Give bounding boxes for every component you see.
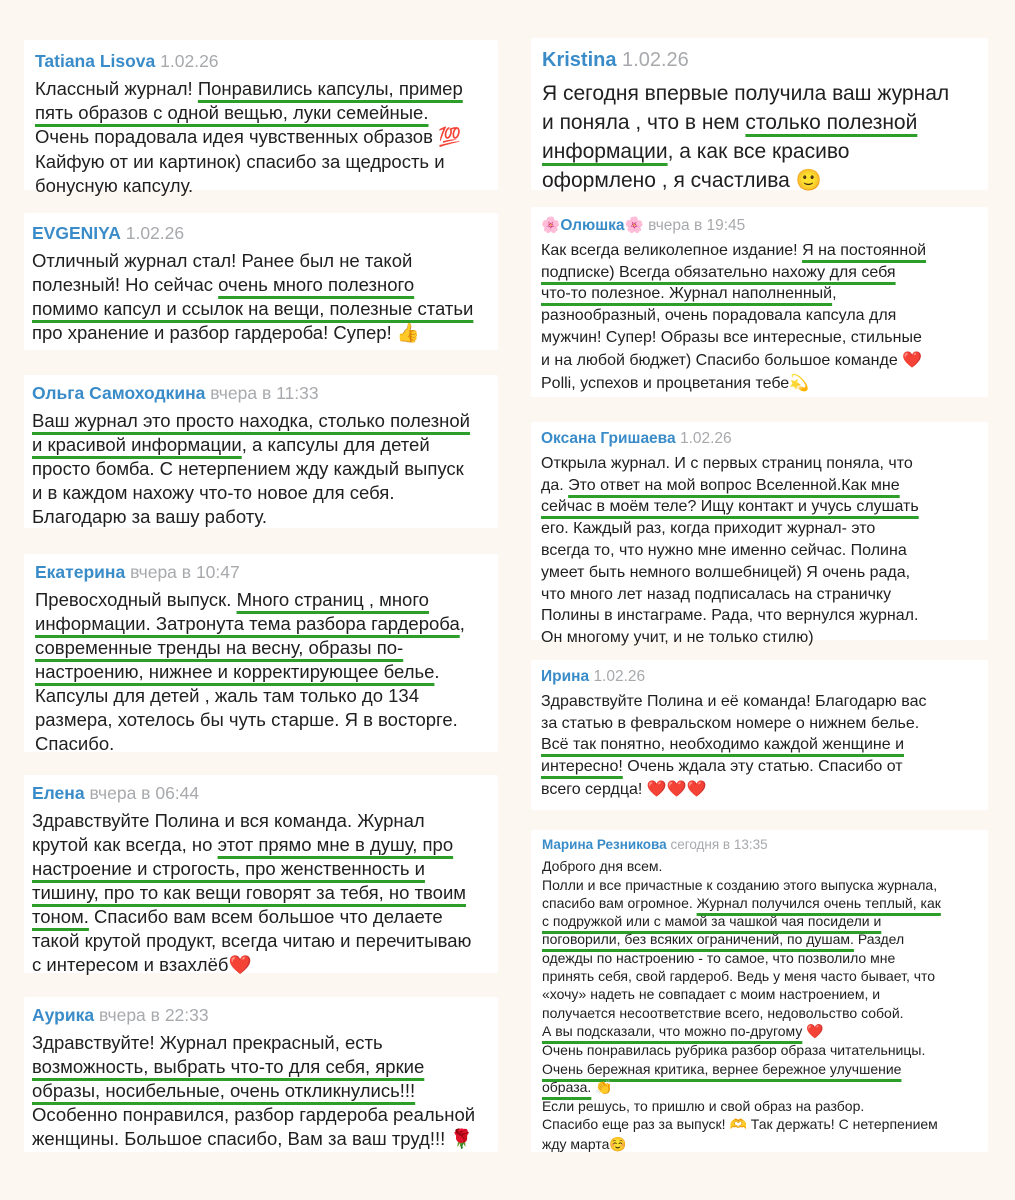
text-line: его. Каждый раз, когда приходит журнал- это <box>541 520 876 538</box>
review-header <box>541 428 978 450</box>
review-date: 1.02.26 <box>125 223 185 243</box>
review-date: вчера в 22:33 <box>98 1005 209 1025</box>
text-line: Капсулы для детей , жаль там только до 134 <box>35 685 419 706</box>
highlight: и красивой информации <box>32 434 242 455</box>
highlight: Очень бережная критика, вернее бережное улучшение <box>542 1060 902 1077</box>
text-line: Открыла журнал. И с первых страниц поняла, что <box>541 454 913 472</box>
text-segment: Спасибо вам всем большое что делаете <box>88 906 443 927</box>
review-date: сегодня в 13:35 <box>670 837 768 852</box>
text-line: Полины в инстаграме. Рада, что вернулся журнал. <box>541 607 919 625</box>
rose-icon: 🌹 <box>450 1129 474 1150</box>
text-segment: женщины. Большое спасибо, Вам за ваш труд!!! <box>32 1128 451 1149</box>
review-text <box>32 1031 488 1152</box>
text-line: за статью в февральском номере о нижнем белье. <box>541 714 920 732</box>
review-header <box>542 836 978 854</box>
review-date: вчера в 11:33 <box>210 383 319 403</box>
review-author[interactable]: Екатерина <box>35 562 126 582</box>
cherry-blossom-icon: 🌸 <box>541 216 561 234</box>
cherry-blossom-icon: 🌸 <box>624 216 644 234</box>
review-card-irina <box>531 660 988 810</box>
highlight: тишину, про то как вещи говорят за тебя, но твоим <box>32 882 467 903</box>
text-segment: Классный журнал! <box>35 78 198 99</box>
review-date: вчера в 10:47 <box>130 562 240 582</box>
review-text <box>32 409 488 529</box>
review-date: 1.02.26 <box>593 668 646 685</box>
text-line: Он многому учит, и не только стилю) <box>541 629 814 647</box>
review-text <box>35 77 488 198</box>
highlight: тоном. <box>32 906 89 927</box>
review-text <box>542 79 978 195</box>
highlight: образа. <box>542 1078 592 1095</box>
highlight: Журнал получился очень теплый, как <box>696 894 941 911</box>
highlight: Всё так понятно, необходимо каждой женщине и <box>541 736 904 754</box>
highlight: очень много полезного <box>218 274 415 295</box>
heart-icon: ❤️ <box>902 349 923 369</box>
text-segment: спасибо вам огромное. <box>542 894 697 911</box>
text-line: Кайфую от ии картинок) спасибо за щедрость и <box>35 151 445 172</box>
text-line: одежды по настроению - то самое, что позволило мне <box>542 949 896 966</box>
text-segment: Как всегда великолепное издание! <box>541 241 803 259</box>
text-segment: жду марта <box>542 1135 610 1152</box>
text-line: Здравствуйте! Журнал прекрасный, есть <box>32 1032 383 1053</box>
text-line: разнообразный, очень порадовала капсула для <box>541 307 897 325</box>
highlight: образы, носибельные, очень откликнулись!!! <box>32 1080 416 1101</box>
text-line: Доброго дня всем. <box>542 858 663 875</box>
review-header <box>35 49 488 73</box>
review-date: 1.02.26 <box>622 49 689 71</box>
smiling-face-icon: ☺️ <box>609 1136 627 1153</box>
thumbs-up-icon: 👍 <box>396 323 420 344</box>
review-date: 1.02.26 <box>679 430 732 447</box>
text-segment: всего сердца! <box>541 780 647 798</box>
text-line: Здравствуйте Полина и вся команда. Журнал <box>32 810 425 831</box>
review-card-aurika <box>24 997 498 1152</box>
review-card-olga <box>24 375 498 528</box>
review-header <box>35 560 488 584</box>
highlight: Много страниц , много <box>236 589 429 610</box>
text-line: Особенно понравился, разбор гардероба реальной <box>32 1104 476 1125</box>
highlight: возможность, выбрать что-то для себя, яркие <box>32 1056 425 1077</box>
text-segment: Так держать! С нетерпением <box>746 1116 938 1133</box>
highlight: информации <box>542 140 668 163</box>
review-card-marina <box>531 830 988 1152</box>
highlight: информации. Затронута тема разбора гардероба <box>35 613 460 634</box>
text-segment: Превосходный выпуск. <box>35 589 237 610</box>
text-line: Здравствуйте Полина и её команда! Благодарю вас <box>541 692 927 710</box>
text-line: всегда то, что нужно мне именно сейчас. Полина <box>541 541 907 559</box>
review-date: вчера в 06:44 <box>89 783 200 803</box>
review-text <box>541 240 978 395</box>
review-author[interactable]: Олюшка <box>560 217 625 234</box>
review-text <box>32 809 488 978</box>
text-segment: . <box>434 661 440 682</box>
highlight: настроению, нижнее и корректирующее белье <box>35 661 435 682</box>
review-header <box>32 781 488 805</box>
text-segment: Спасибо еще раз за выпуск! <box>542 1116 730 1133</box>
dizzy-star-icon: 💫 <box>789 372 810 392</box>
text-segment: и поняла , что в нем <box>542 111 746 134</box>
review-card-olyushka <box>531 207 988 397</box>
clapping-hands-icon: 👏 <box>595 1079 613 1096</box>
highlight: настроение и строгость, про женственность и <box>32 858 425 879</box>
text-segment: полезный! Но сейчас <box>32 274 219 295</box>
review-card-elena <box>24 775 498 976</box>
text-line: и в каждом нахожу что-то новое для себя. <box>32 482 395 503</box>
text-line: Спасибо. <box>35 733 115 754</box>
text-segment: , а как все красиво <box>667 140 850 163</box>
text-line: Если решусь, то пришлю и свой образ на разбор. <box>542 1098 865 1115</box>
review-card-tatiana <box>24 40 498 196</box>
text-segment: оформлено , я счастлива <box>542 169 796 192</box>
heart-icon: ❤️❤️❤️ <box>646 778 707 798</box>
text-segment: и на любой бюджет) Спасибо большое команде <box>541 351 903 369</box>
review-header <box>32 381 488 405</box>
text-line: Я сегодня впервые получила ваш журнал <box>542 82 950 105</box>
review-author[interactable]: Марина Резникова <box>542 837 667 852</box>
review-header <box>32 221 488 245</box>
text-line: Полли и все причастные к созданию этого выпуска журнала, <box>542 876 938 893</box>
highlight: Ваш журнал это просто находка, столько полезной <box>32 410 470 431</box>
review-author[interactable]: Kristina <box>542 49 617 71</box>
highlight: что-то полезное. Журнал наполненный <box>541 285 833 303</box>
highlight: помимо капсул и ссылок на вещи, полезные статьи <box>32 298 474 319</box>
text-line: бонусную капсулу. <box>35 175 194 196</box>
text-segment: Polli, успехов и процветания тебе <box>541 374 790 392</box>
review-author[interactable]: Ирина <box>541 668 590 685</box>
review-card-kristina <box>531 38 988 190</box>
review-text <box>35 588 488 756</box>
review-card-ekaterina <box>24 554 498 752</box>
highlight: поговорили, без всяких ограничений, по душам. <box>542 931 854 948</box>
highlight: столько полезной <box>745 111 918 134</box>
heart-icon: ❤️ <box>228 955 252 976</box>
text-segment: да. <box>541 476 569 494</box>
text-line: Отличный журнал стал! Ранее был не такой <box>32 250 413 271</box>
text-line: Очень понравилась рубрика разбор образа читательницы. <box>542 1042 926 1059</box>
highlight: современные тренды на весну, образы по- <box>35 637 404 658</box>
highlight: интересно! <box>541 758 623 776</box>
text-line: умеет быть немного волшебницей) Я очень рада, <box>541 563 911 581</box>
text-line: принять себя, свой гардероб. Ведь у меня часто бывает, что <box>542 968 936 985</box>
review-author[interactable]: Tatiana Lisova <box>35 51 156 71</box>
review-author[interactable]: Ольга Самоходкина <box>32 383 206 403</box>
review-author[interactable]: Елена <box>32 783 85 803</box>
heart-hands-icon: 🫶 <box>729 1117 747 1134</box>
text-line: что много лет назад подписалась на страничку <box>541 585 892 603</box>
text-segment: , а капсулы для детей <box>241 434 430 455</box>
highlight: с подружкой или с мамой за чашкой чая посидели и <box>542 913 882 930</box>
hundred-points-icon: 💯 <box>438 127 462 148</box>
heart-icon: ❤️ <box>806 1023 824 1040</box>
highlight: пять образов с одной вещью, луки семейные. <box>35 102 429 123</box>
review-text <box>541 691 978 801</box>
review-date: вчера в 19:45 <box>648 217 746 234</box>
review-text <box>542 857 978 1154</box>
review-text <box>541 453 978 649</box>
review-header <box>541 666 978 688</box>
review-author[interactable]: Оксана Гришаева <box>541 430 676 447</box>
review-header <box>541 215 978 237</box>
text-line: мужчин! Супер! Образы все интересные, стильные <box>541 328 922 346</box>
smile-icon: 🙂 <box>795 168 822 192</box>
text-line: Благодарю за вашу работу. <box>32 506 267 527</box>
text-segment: крутой как всегда, но <box>32 834 218 855</box>
text-segment: Очень порадовала идея чувственных образов <box>35 126 439 147</box>
text-segment: , <box>832 285 837 303</box>
text-line: получается несоответствие всего, недовольство собой. <box>542 1004 904 1021</box>
highlight: А вы подсказали, что можно по-другому <box>542 1022 803 1039</box>
highlight: Понравились капсулы, пример <box>197 78 463 99</box>
text-line: такой крутой продукт, всегда читаю и перечитываю <box>32 930 472 951</box>
text-segment: Очень ждала эту статью. Спасибо от <box>622 758 903 776</box>
text-line: «хочу» надеть не совпадает с моим настроением, и <box>542 986 881 1003</box>
highlight: Я на постоянной <box>802 241 927 259</box>
review-author[interactable]: EVGENIYA <box>32 223 121 243</box>
review-card-oksana <box>531 422 988 647</box>
review-text <box>32 249 488 346</box>
highlight: Это ответ на мой вопрос Вселенной.Как мне <box>568 476 900 494</box>
text-line: просто бомба. С нетерпением жду каждый выпуск <box>32 458 464 479</box>
review-author[interactable]: Аурика <box>32 1005 95 1025</box>
text-segment: про хранение и разбор гардероба! Супер! <box>32 322 397 343</box>
review-date: 1.02.26 <box>160 51 219 71</box>
text-segment: с интересом и взахлёб <box>32 954 229 975</box>
highlight: сейчас в моём теле? Ищу контакт и учусь слушать <box>541 498 919 516</box>
review-header <box>32 1003 488 1027</box>
highlight: подписке) Всегда обязательно нахожу для себя <box>541 263 896 281</box>
review-card-evgeniya <box>24 213 498 350</box>
text-segment: , <box>459 613 465 634</box>
text-segment: Раздел <box>853 931 905 948</box>
highlight: этот прямо мне в душу, про <box>217 834 454 855</box>
text-line: размера, хотелось бы чуть старше. Я в восторге. <box>35 709 458 730</box>
review-header <box>542 46 978 75</box>
